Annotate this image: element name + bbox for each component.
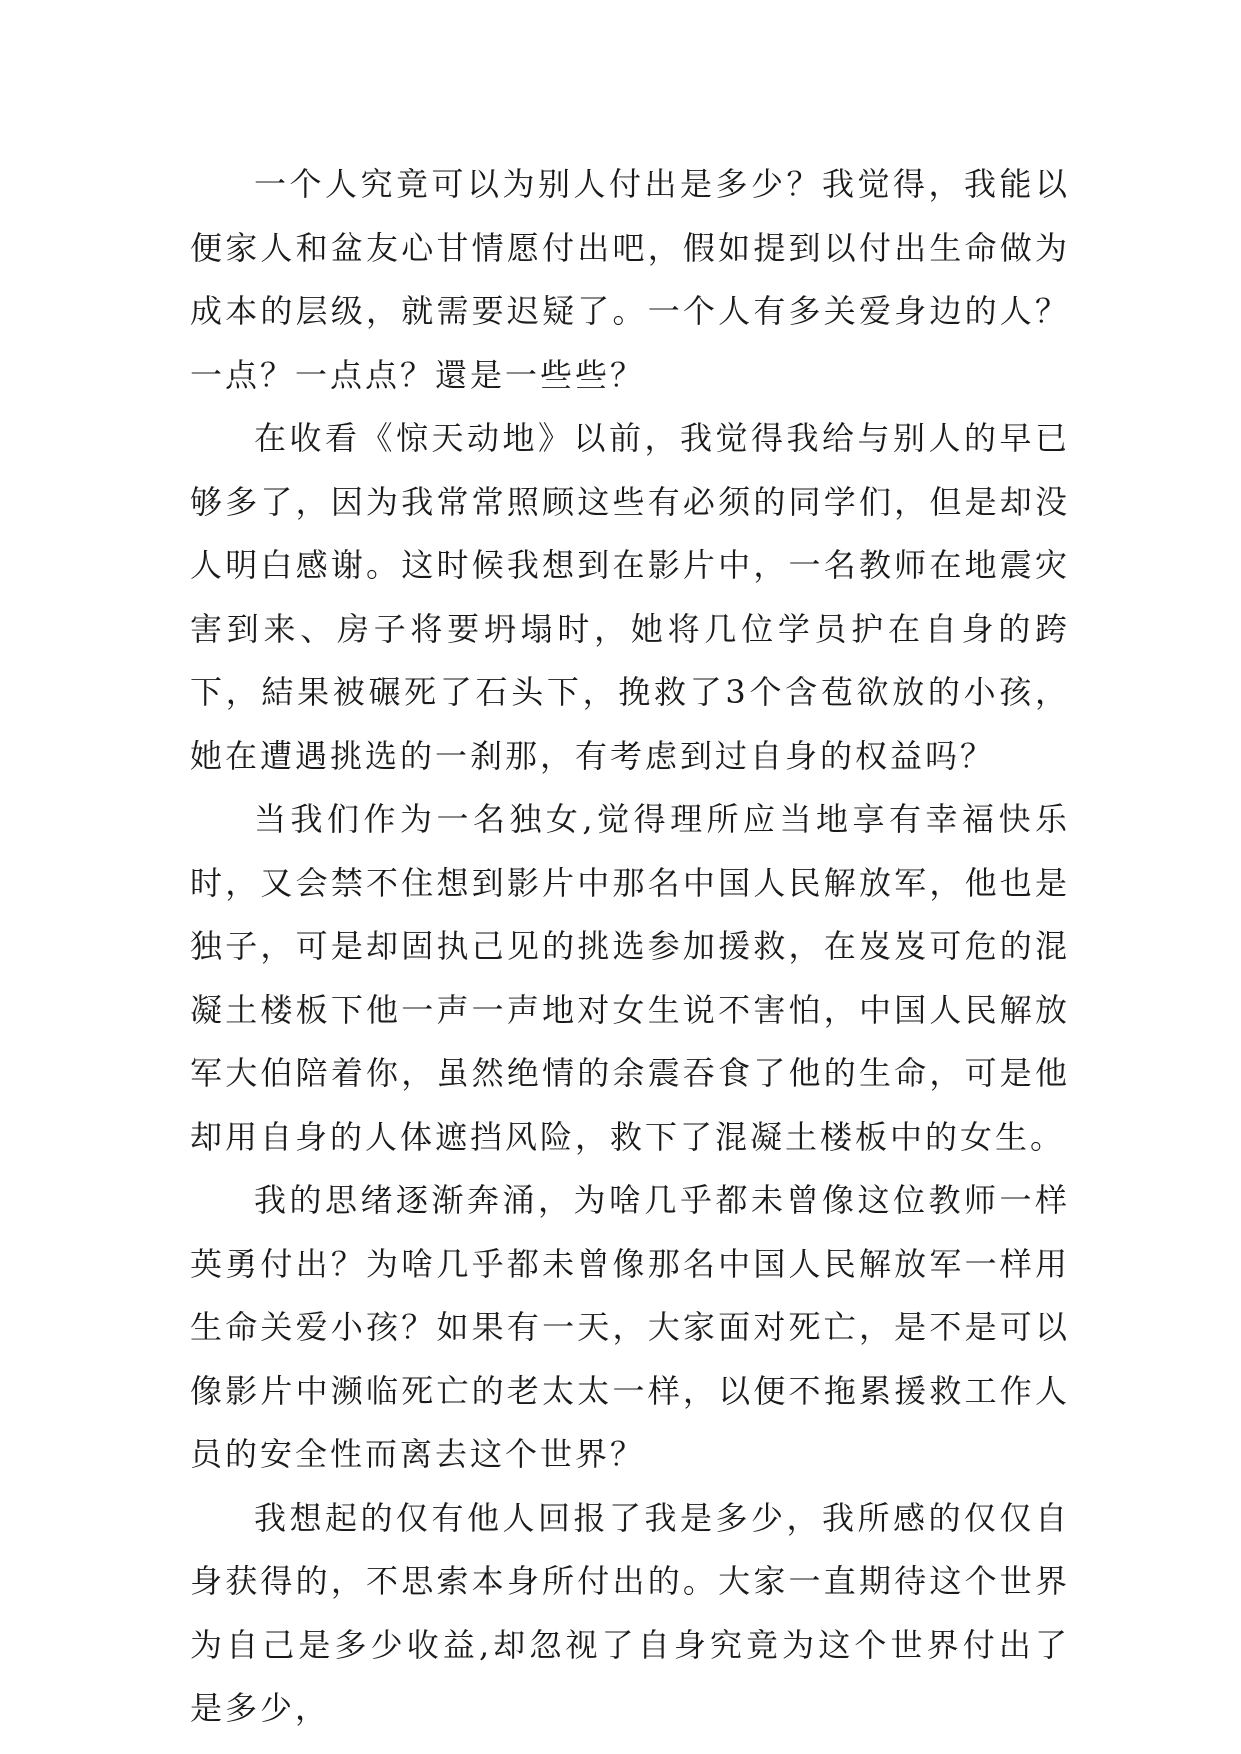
paragraph-3: 当我们作为一名独女,觉得理所应当地享有幸福快乐时，又会禁不住想到影片中那名中国人民解放军，他也是独子，可是却固执己见的挑选参加援救，在岌岌可危的混凝土楼板下他一声一声地对女生说不害怕，中国人民解放军大伯陪着你，虽然绝情的余震吞食了他的生命，可是他却用自身的人体遮挡风险，救下了混凝土楼板中的女生。: [190, 800, 1070, 1156]
body-text: [190, 153, 1070, 1741]
paragraph-4: 我的思绪逐渐奔涌，为啥几乎都未曾像这位教师一样英勇付出？为啥几乎都未曾像那名中国人民解放军一样用生命关爱小孩？如果有一天，大家面对死亡，是不是可以像影片中濒临死亡的老太太一样，以便不拖累援救工作人员的安全性而离去这个世界？: [190, 1181, 1070, 1473]
paragraph-2: 在收看《惊天动地》以前，我觉得我给与别人的早已够多了，因为我常常照顾这些有必须的同学们，但是却没人明白感谢。这时候我想到在影片中，一名教师在地震灾害到来、房子将要坍塌时，她将几位学员护在自身的跨下，結果被碾死了石头下，挽救了3个含苞欲放的小孩，她在遭遇挑选的一刹那，有考虑到过自身的权益吗？: [190, 419, 1070, 775]
paragraph-1: 一个人究竟可以为别人付出是多少？我觉得，我能以便家人和盆友心甘情愿付出吧，假如提到以付出生命做为成本的层级，就需要迟疑了。一个人有多关爱身边的人？一点？一点点？還是一些些？: [190, 165, 1070, 394]
paragraph-5: 我想起的仅有他人回报了我是多少，我所感的仅仅自身获得的，不思索本身所付出的。大家一直期待这个世界为自己是多少收益,却忽视了自身究竟为这个世界付出了是多少，: [190, 1498, 1070, 1727]
